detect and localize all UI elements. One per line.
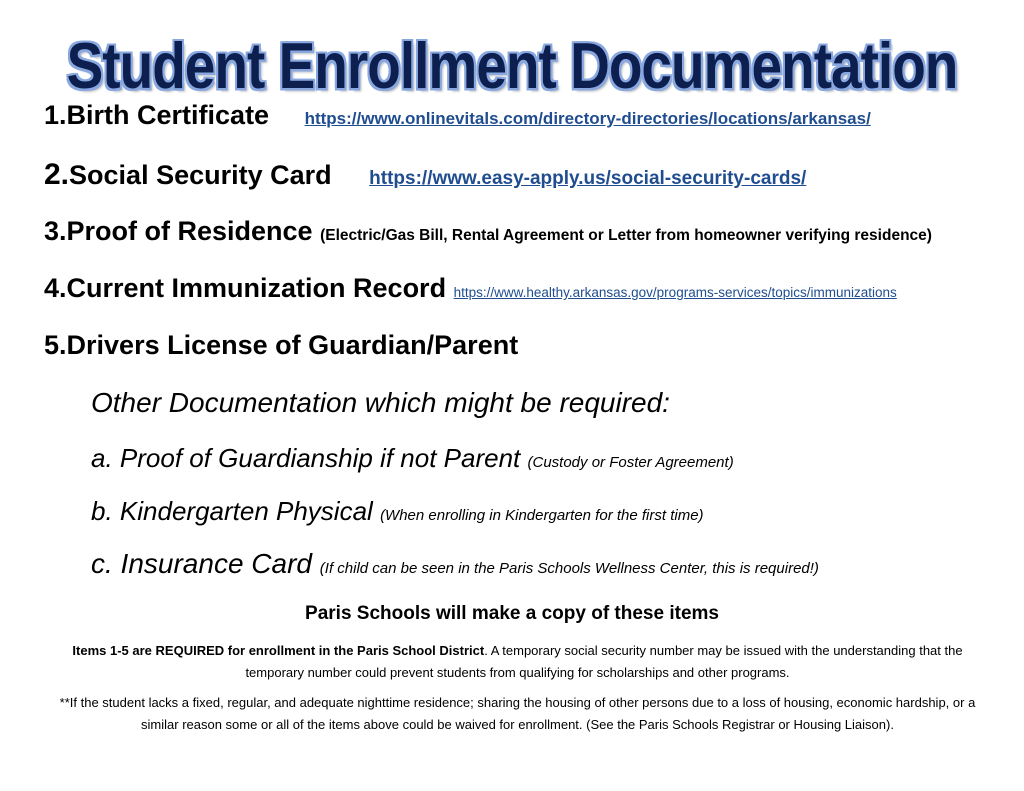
copy-notice: Paris Schools will make a copy of these items: [305, 603, 719, 624]
requirement-social-security-card: [44, 158, 806, 192]
requirement-immunization-record: [44, 273, 897, 304]
required-note-bold: Items 1-5 are REQUIRED for enrollment in the Paris School District: [72, 643, 485, 658]
requirement-number: 4.: [44, 273, 67, 303]
other-item-label: c. Insurance Card: [91, 548, 312, 579]
other-item-note: (Custody or Foster Agreement): [527, 454, 734, 471]
requirement-birth-certificate: [44, 100, 871, 131]
other-item-note: (When enrolling in Kindergarten for the first time): [380, 507, 704, 524]
requirement-number: 1.: [44, 100, 67, 130]
other-item-note: (If child can be seen in the Paris Schools Wellness Center, this is required!): [319, 560, 819, 577]
page-title: Student Enrollment Documentation: [66, 29, 958, 103]
requirement-proof-of-residence: [44, 216, 932, 247]
requirement-label: Current Immunization Record: [66, 273, 447, 303]
other-documentation-heading: Other Documentation which might be required:: [91, 387, 670, 418]
required-note-paragraph: [50, 640, 985, 684]
requirement-number: 5.: [44, 330, 67, 360]
social-security-card-link[interactable]: https://www.easy-apply.us/social-security-cards/: [369, 168, 807, 189]
requirement-number: 2.: [44, 158, 70, 191]
other-item-kindergarten-physical: [91, 496, 704, 527]
other-item-label: b. Kindergarten Physical: [91, 496, 373, 526]
requirement-number: 3.: [44, 216, 67, 246]
other-item-insurance-card: [91, 548, 819, 580]
requirement-label: Drivers License of Guardian/Parent: [66, 330, 519, 360]
required-note-text: . A temporary social security number may be issued with the understanding that the temporary number could prevent students from qualifying for scholarships and other programs.: [245, 643, 963, 680]
requirement-label: Social Security Card: [69, 160, 332, 190]
immunization-record-link[interactable]: https://www.healthy.arkansas.gov/programs-services/topics/immunizations: [453, 285, 897, 300]
other-item-proof-of-guardianship: [91, 443, 734, 474]
proof-of-residence-note: (Electric/Gas Bill, Rental Agreement or Letter from homeowner verifying residence): [320, 227, 932, 244]
requirement-drivers-license: [44, 330, 518, 361]
other-item-label: a. Proof of Guardianship if not Parent: [91, 443, 521, 473]
waiver-note-paragraph: **If the student lacks a fixed, regular, and adequate nighttime residence; sharing the housing of other persons due to a loss of housing, economic hardship, or a similar reason some or all of the items above could be waived for enrollment. (See the Paris Schools Registrar or Housing Liaison).: [59, 695, 976, 732]
birth-certificate-link[interactable]: https://www.onlinevitals.com/directory-directories/locations/arkansas/: [304, 109, 871, 128]
requirement-label: Birth Certificate: [66, 100, 270, 130]
requirement-label: Proof of Residence: [66, 216, 313, 246]
